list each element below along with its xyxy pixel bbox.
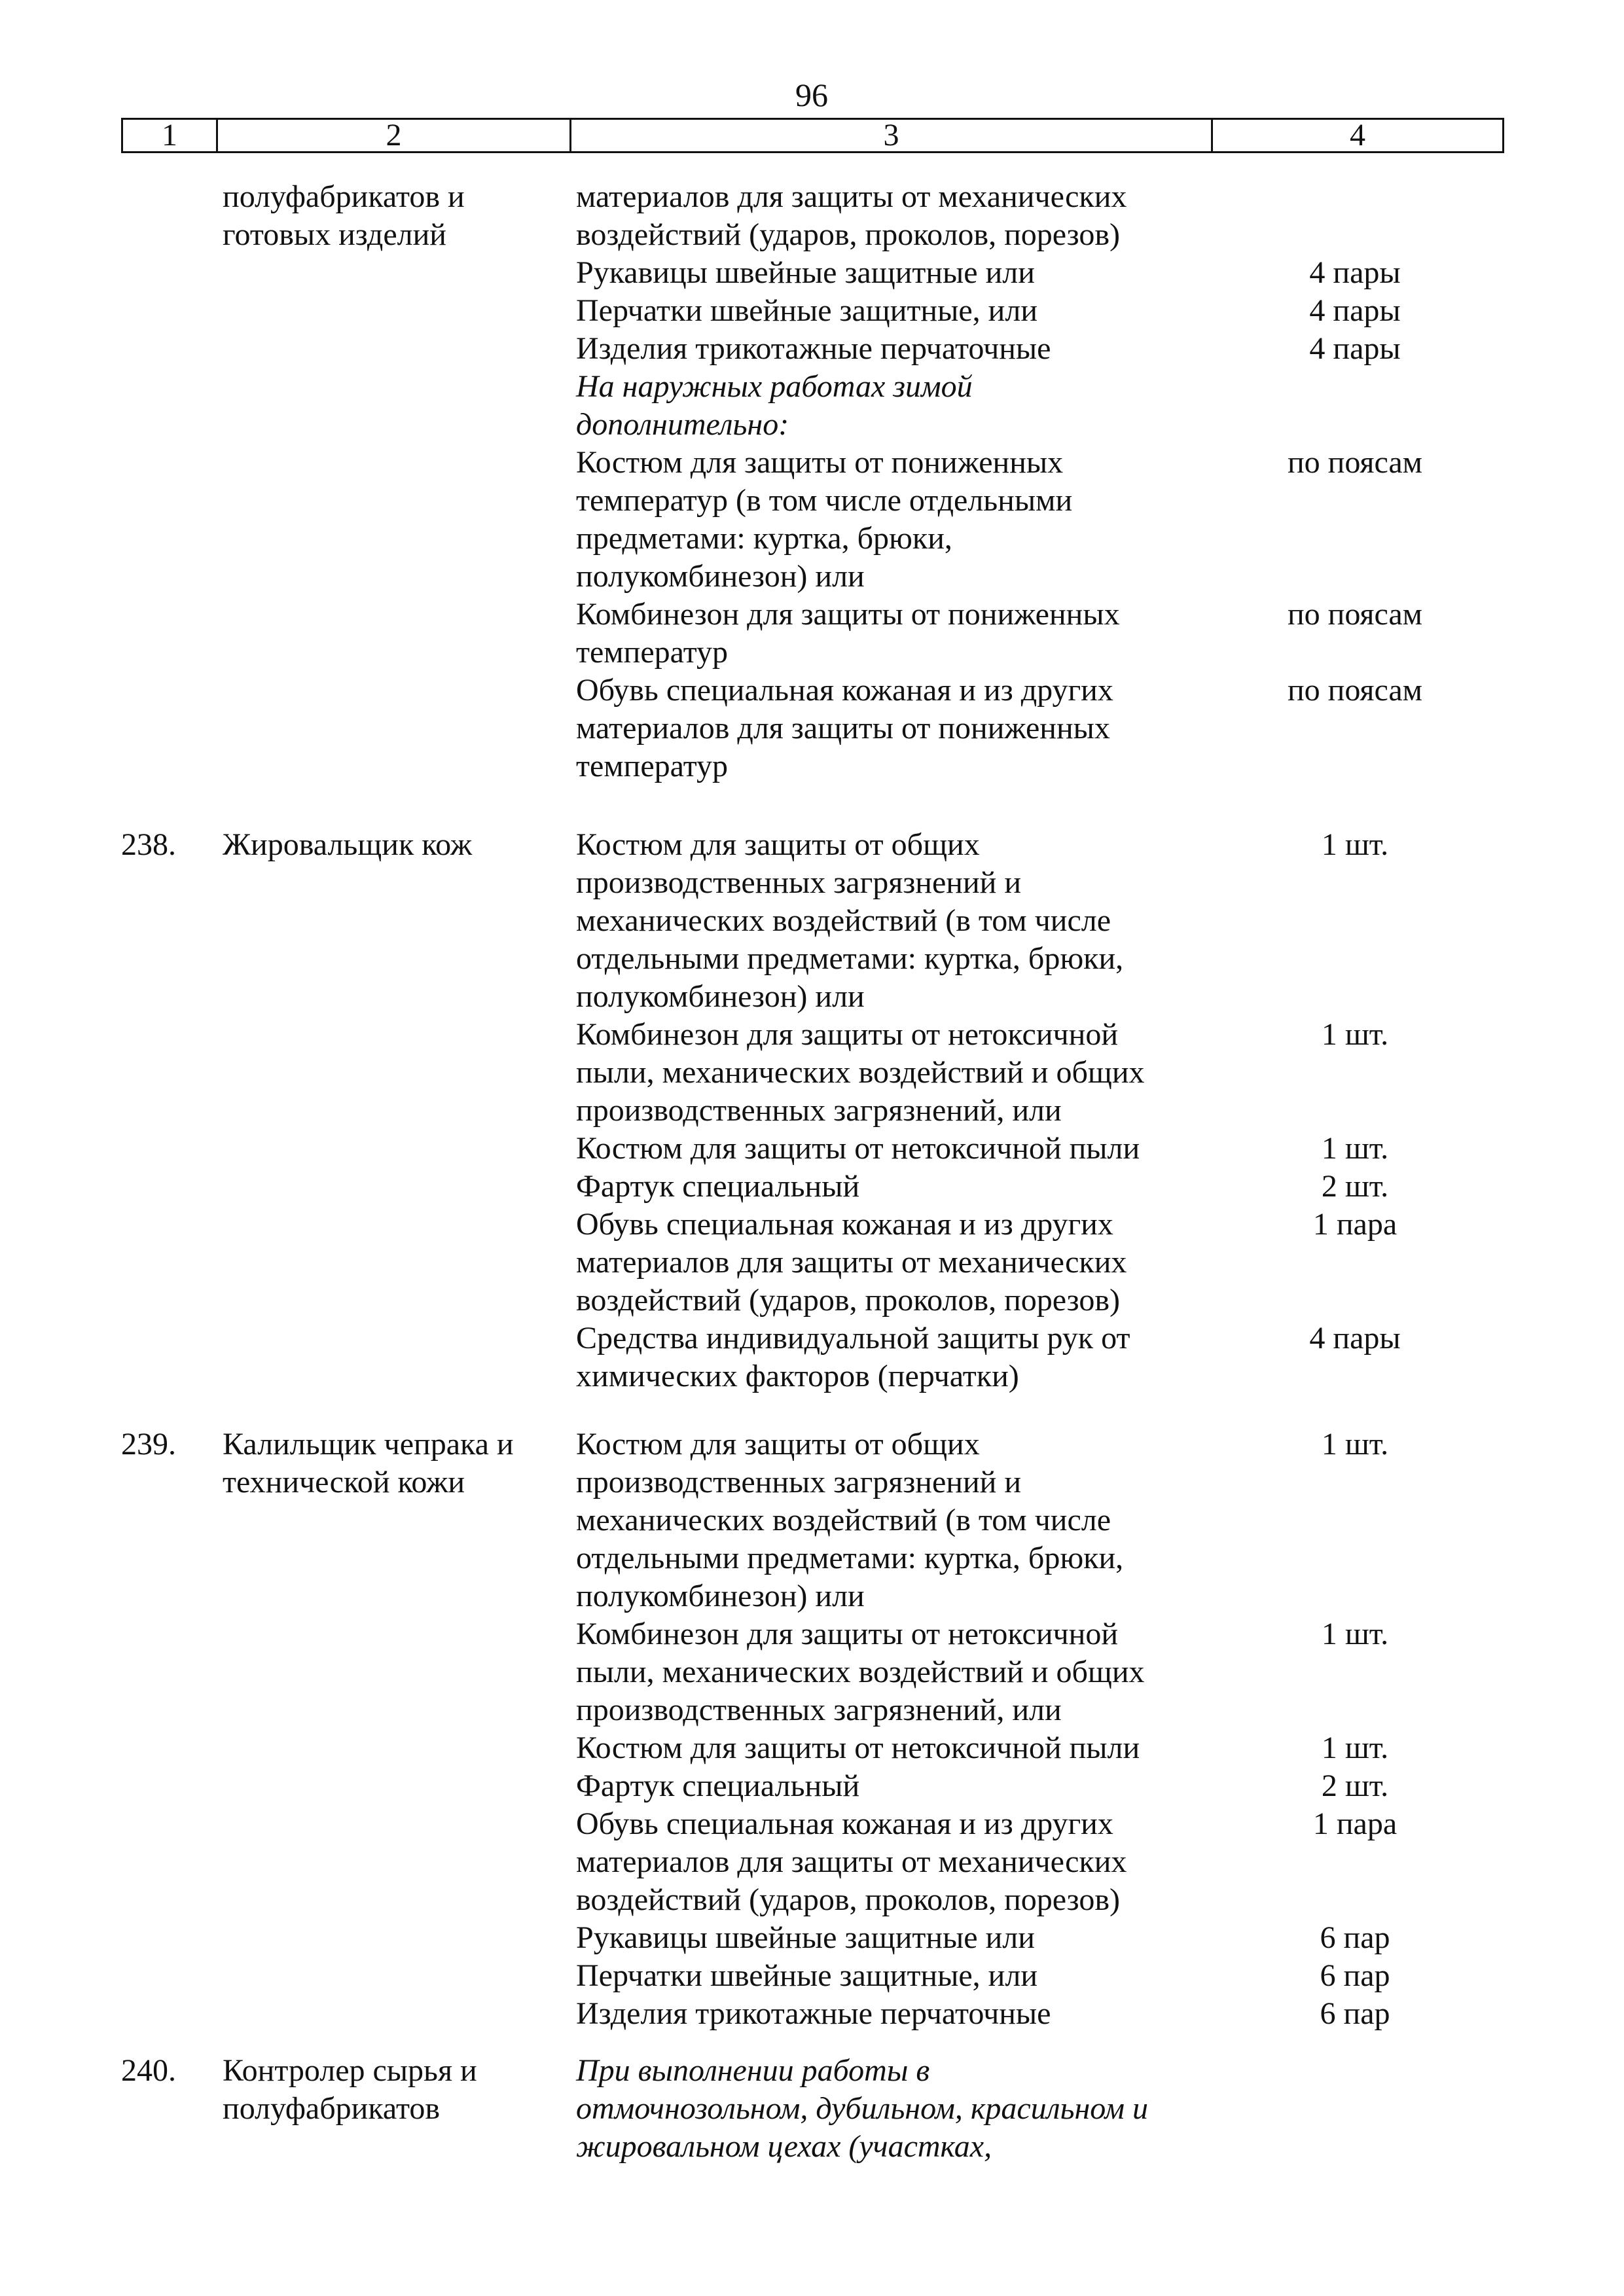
ppe-item <box>576 1767 1276 1805</box>
ppe-quantity: 2 шт. <box>1321 1169 1389 1204</box>
ppe-quantity: 1 шт. <box>1321 1617 1389 1651</box>
ppe-quantity: по поясам <box>1287 445 1423 480</box>
ppe-item-line: дополнительно: <box>576 407 789 442</box>
ppe-quantity: 1 шт. <box>1321 1131 1389 1166</box>
ppe-item <box>576 254 1276 292</box>
ppe-item <box>576 826 1276 1016</box>
ppe-item-line: Костюм для защиты от общих <box>576 1427 980 1462</box>
ppe-item-line: отдельными предметами: куртка, брюки, <box>576 1541 1124 1575</box>
profession-line: полуфабрикатов <box>223 2091 440 2126</box>
ppe-item <box>576 1805 1276 1919</box>
profession-line: технической кожи <box>223 1465 465 1499</box>
ppe-item-line: Обувь специальная кожаная и из других <box>576 1806 1113 1841</box>
ppe-item-line: производственных загрязнений, или <box>576 1093 1062 1128</box>
ppe-quantity: по поясам <box>1287 597 1423 632</box>
row-number: 238. <box>121 827 176 862</box>
ppe-quantity: 1 шт. <box>1321 827 1389 862</box>
profession-line: готовых изделий <box>223 217 446 252</box>
ppe-quantity: 4 пары <box>1309 255 1401 290</box>
row-number: 239. <box>121 1427 176 1462</box>
column-header-4: 4 <box>1212 119 1504 152</box>
ppe-item <box>576 1729 1276 1767</box>
ppe-quantity: по поясам <box>1287 673 1423 708</box>
ppe-quantity: 6 пар <box>1320 1958 1390 1993</box>
ppe-item-line: воздействий (ударов, проколов, порезов) <box>576 1882 1120 1917</box>
column-header-row <box>121 118 1504 153</box>
page-number: 96 <box>795 77 828 113</box>
ppe-item-line: жировальном цехах (участках, <box>576 2129 992 2164</box>
ppe-item-line: воздействий (ударов, проколов, порезов) <box>576 217 1120 252</box>
ppe-quantity: 4 пары <box>1309 1321 1401 1355</box>
ppe-quantity: 4 пары <box>1309 331 1401 366</box>
ppe-item-line: химических факторов (перчатки) <box>576 1359 1019 1393</box>
ppe-item-line: отмочнозольном, дубильном, красильном и <box>576 2091 1149 2126</box>
ppe-item-line: материалов для защиты от механических <box>576 179 1127 214</box>
ppe-item <box>576 292 1276 330</box>
ppe-item-line: Костюм для защиты от пониженных <box>576 445 1064 480</box>
ppe-item <box>576 1016 1276 1130</box>
ppe-quantity: 1 шт. <box>1321 1731 1389 1765</box>
ppe-item-line: Комбинезон для защиты от нетоксичной <box>576 1617 1119 1651</box>
ppe-item-line: производственных загрязнений и <box>576 1465 1022 1499</box>
profession-name <box>223 826 563 864</box>
ppe-item <box>576 444 1276 596</box>
ppe-item-line: предметами: куртка, брюки, <box>576 521 952 556</box>
ppe-item <box>576 1615 1276 1729</box>
ppe-item-line: Средства индивидуальной защиты рук от <box>576 1321 1130 1355</box>
profession-line: Калильщик чепрака и <box>223 1427 514 1462</box>
ppe-item-line: механических воздействий (в том числе <box>576 903 1111 938</box>
ppe-item-line: Фартук специальный <box>576 1768 860 1803</box>
ppe-quantity: 1 пара <box>1312 1207 1398 1242</box>
ppe-item-line: полукомбинезон) или <box>576 979 865 1014</box>
ppe-item-line: Костюм для защиты от нетоксичной пыли <box>576 1731 1140 1765</box>
ppe-item-line: отдельными предметами: куртка, брюки, <box>576 941 1124 976</box>
ppe-item <box>576 672 1276 785</box>
ppe-item-line: полукомбинезон) или <box>576 1579 865 1613</box>
ppe-item <box>576 178 1276 254</box>
ppe-item-line: материалов для защиты от механических <box>576 1245 1127 1280</box>
ppe-item-line: производственных загрязнений и <box>576 865 1022 900</box>
ppe-item-line: Комбинезон для защиты от нетоксичной <box>576 1017 1119 1052</box>
ppe-quantity: 4 пары <box>1309 293 1401 328</box>
ppe-item-line: Обувь специальная кожаная и из других <box>576 1207 1113 1242</box>
ppe-item-line: полукомбинезон) или <box>576 559 865 594</box>
column-header-2: 2 <box>217 119 571 152</box>
row-number: 240. <box>121 2053 176 2088</box>
profession-name <box>223 178 563 254</box>
ppe-quantity: 1 пара <box>1312 1806 1398 1841</box>
profession-line: Жировальщик кож <box>223 827 473 862</box>
profession-name <box>223 1426 563 1501</box>
ppe-item-line: температур <box>576 635 729 670</box>
ppe-item-line: Фартук специальный <box>576 1169 860 1204</box>
ppe-quantity: 6 пар <box>1320 1920 1390 1955</box>
ppe-item <box>576 1919 1276 1957</box>
condition-note <box>576 2052 1276 2166</box>
ppe-quantity: 2 шт. <box>1321 1768 1389 1803</box>
ppe-quantity: 1 шт. <box>1321 1017 1389 1052</box>
ppe-item <box>576 1130 1276 1168</box>
ppe-item-line: Рукавицы швейные защитные или <box>576 1920 1035 1955</box>
ppe-item-line: пыли, механических воздействий и общих <box>576 1055 1145 1090</box>
ppe-item-line: Изделия трикотажные перчаточные <box>576 1996 1051 2031</box>
ppe-item-line: материалов для защиты от механических <box>576 1844 1127 1879</box>
ppe-quantity: 6 пар <box>1320 1996 1390 2031</box>
profession-name <box>223 2052 563 2128</box>
ppe-item-line: воздействий (ударов, проколов, порезов) <box>576 1283 1120 1318</box>
ppe-item-line: Костюм для защиты от общих <box>576 827 980 862</box>
ppe-item-line: На наружных работах зимой <box>576 369 973 404</box>
ppe-item-line: Рукавицы швейные защитные или <box>576 255 1035 290</box>
profession-line: Контролер сырья и <box>223 2053 477 2088</box>
ppe-item <box>576 1206 1276 1319</box>
ppe-item <box>576 1168 1276 1206</box>
ppe-item-line: пыли, механических воздействий и общих <box>576 1655 1145 1689</box>
ppe-item-line: производственных загрязнений, или <box>576 1693 1062 1727</box>
ppe-item <box>576 1995 1276 2033</box>
column-header-3: 3 <box>571 119 1212 152</box>
profession-line: полуфабрикатов и <box>223 179 465 214</box>
ppe-item-line: механических воздействий (в том числе <box>576 1503 1111 1537</box>
ppe-item <box>576 596 1276 672</box>
condition-note <box>576 368 1276 444</box>
ppe-item <box>576 1319 1276 1395</box>
ppe-item-line: температур <box>576 749 729 783</box>
ppe-item-line: При выполнении работы в <box>576 2053 930 2088</box>
ppe-item <box>576 1957 1276 1995</box>
ppe-item-line: Обувь специальная кожаная и из других <box>576 673 1113 708</box>
ppe-quantity: 1 шт. <box>1321 1427 1389 1462</box>
ppe-item-line: Костюм для защиты от нетоксичной пыли <box>576 1131 1140 1166</box>
ppe-item-line: Перчатки швейные защитные, или <box>576 293 1038 328</box>
ppe-item <box>576 330 1276 368</box>
column-header-1: 1 <box>122 119 217 152</box>
ppe-item-line: температур (в том числе отдельными <box>576 483 1073 518</box>
ppe-item-line: Перчатки швейные защитные, или <box>576 1958 1038 1993</box>
ppe-item <box>576 1426 1276 1615</box>
ppe-item-line: Изделия трикотажные перчаточные <box>576 331 1051 366</box>
ppe-item-line: материалов для защиты от пониженных <box>576 711 1110 745</box>
ppe-item-line: Комбинезон для защиты от пониженных <box>576 597 1120 632</box>
